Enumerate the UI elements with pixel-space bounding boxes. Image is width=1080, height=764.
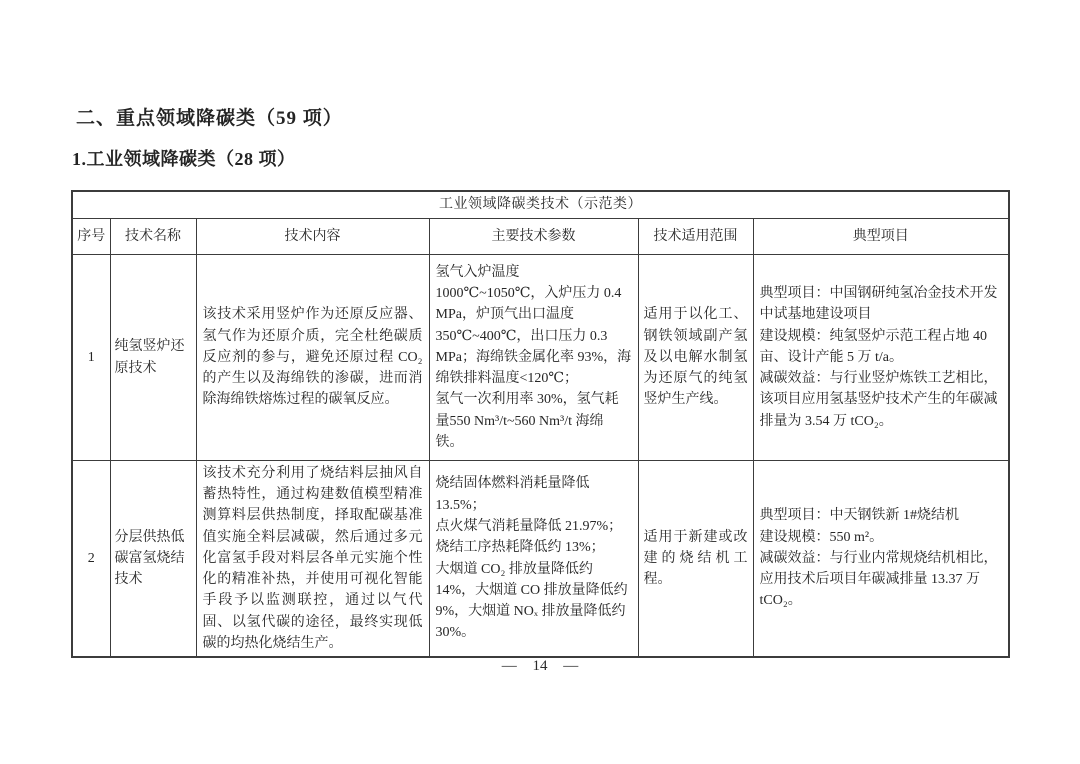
project-line: 减碳效益：与行业竖炉炼铁工艺相比，该项目应用氢基竖炉技术产生的年碳减排量为 3.54 万 tCO₂。 — [759, 371, 998, 429]
subsection-heading: 1.工业领域降碳类（28 项） — [72, 149, 296, 169]
project-line: 建设规模：纯氢竖炉示范工程占地 40 亩、设计产能 5 万 t/a。 — [759, 328, 987, 365]
cell-typical-project — [753, 461, 1009, 658]
col-header-tech-content: 技术内容 — [196, 219, 429, 255]
param-line: 点火煤气消耗量降低 21.97%； — [435, 518, 623, 534]
cell-tech-name: 分层供热低碳富氢烧结技术 — [110, 461, 196, 658]
cell-tech-params — [429, 255, 638, 461]
param-line: 大烟道 CO₂ 排放量降低约 14%，大烟道 CO 排放量降低约 9%，大烟道 NOₓ 排放量降低约 30%。 — [435, 561, 628, 641]
param-line: 烧结固体燃料消耗量降低 13.5%； — [435, 476, 590, 513]
cell-tech-params — [429, 461, 638, 658]
col-header-tech-scope: 技术适用范围 — [638, 219, 753, 255]
table-row — [72, 255, 1009, 461]
project-line: 典型项目：中天钢铁新 1#烧结机 — [759, 508, 959, 524]
col-header-typical-project: 典型项目 — [753, 219, 1009, 255]
project-line: 减碳效益：与行业内常规烧结机相比，应用技术后项目年碳减排量 13.37 万 tCO₂。 — [759, 550, 998, 609]
param-line: 氢气一次利用率 30%，氢气耗量550 Nm³/t~560 Nm³/t 海绵铁。 — [435, 392, 619, 450]
page-number: — 14 — — [501, 658, 579, 674]
cell-serial: 2 — [72, 461, 110, 658]
param-line: 烧结工序热耗降低约 13%； — [435, 540, 605, 556]
table-row — [72, 461, 1009, 658]
table-title: 工业领域降碳类技术（示范类） — [72, 191, 1009, 219]
cell-tech-name: 纯氢竖炉还原技术 — [110, 255, 196, 461]
project-line: 典型项目：中国钢研纯氢冶金技术开发中试基地建设项目 — [759, 286, 998, 323]
col-header-serial: 序号 — [72, 219, 110, 255]
cell-tech-scope: 适用于新建或改建的烧结机工程。 — [638, 461, 753, 658]
cell-serial: 1 — [72, 255, 110, 461]
project-line: 建设规模：550 m²。 — [759, 529, 884, 545]
table-header-row — [72, 219, 1009, 255]
cell-tech-content: 该技术采用竖炉作为还原反应器、氢气作为还原介质，完全杜绝碳质反应剂的参与，避免还原过程 CO₂ 的产生以及海绵铁的渗碳，进而消除海绵铁熔炼过程的碳氧反应。 — [196, 255, 429, 461]
cell-typical-project — [753, 255, 1009, 461]
col-header-tech-params: 主要技术参数 — [429, 219, 638, 255]
param-line: 氢气入炉温度 1000℃~1050℃，入炉压力 0.4 MPa，炉顶气出口温度350℃~400℃，出口压力 0.3 MPa；海绵铁金属化率 93%，海绵铁排料温度<120℃； — [435, 264, 632, 387]
cell-tech-scope: 适用于以化工、钢铁领域副产氢及以电解水制氢为还原气的纯氢竖炉生产线。 — [638, 255, 753, 461]
cell-tech-content: 该技术充分利用了烧结料层抽风自蓄热特性，通过构建数值模型精准测算料层供热制度，择取配碳基准值实施全料层减碳，然后通过多元化富氢手段对料层各单元实施个性化的精准补热，并使用可视化智能手段予以监测联控，通过以气代固、以氢代碳的途径，最终实现低碳的均热化烧结生产。 — [196, 461, 429, 658]
section-heading: 二、重点领域降碳类（59 项） — [76, 108, 343, 129]
col-header-tech-name: 技术名称 — [110, 219, 196, 255]
table-title-row — [72, 191, 1009, 219]
technology-table — [71, 190, 1010, 658]
